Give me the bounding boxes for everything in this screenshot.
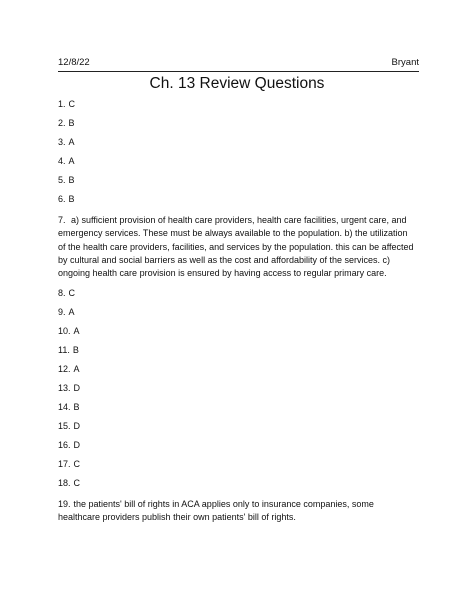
answer-text: D: [73, 382, 81, 393]
answer-item: [58, 403, 414, 412]
answer-item: [58, 346, 414, 355]
answer-text: the patients' bill of rights in ACA applies only to insurance companies, some healthcare providers publish their own patients' bill of rights.: [58, 498, 374, 522]
answer-text: B: [68, 175, 75, 185]
header-author: Bryant: [391, 57, 419, 68]
page-title: Ch. 13 Review Questions: [149, 75, 325, 92]
answer-text: A: [73, 363, 80, 374]
answer-number: 12.: [58, 363, 71, 374]
answer-text: A: [68, 156, 75, 166]
answer-item: [58, 138, 414, 147]
answer-text: D: [73, 420, 81, 431]
answer-text: D: [73, 439, 81, 450]
answer-item: [58, 422, 414, 431]
answer-item: [58, 327, 414, 336]
answer-number: 13.: [58, 382, 71, 393]
answer-number: 2.: [58, 118, 66, 128]
answer-item: [58, 441, 414, 450]
answer-text: A: [73, 325, 80, 336]
answer-text: C: [73, 477, 81, 488]
answer-text: C: [68, 99, 76, 109]
answer-item-long: [58, 214, 414, 281]
answer-text: a) sufficient provision of health care providers, health care facilities, urgent care, and emergency services. These must be always available to the population. b) the utilization of the health care providers, facilities, and services by the population. this can be affected by cultural and social barriers as well as the cost and affordability of the services. c) ongoing health care provision is ensured by having access to regular primary care.: [58, 215, 414, 279]
answer-number: 14.: [58, 401, 71, 412]
answer-item: [58, 176, 414, 185]
answer-number: 19.: [58, 498, 71, 509]
answer-number: 10.: [58, 325, 71, 336]
answer-number: 9.: [58, 306, 66, 317]
answer-text: B: [68, 194, 75, 204]
answer-number: 5.: [58, 175, 66, 185]
answer-number: 8.: [58, 287, 66, 298]
answer-number: 7.: [58, 215, 66, 225]
answer-item: [58, 460, 414, 469]
answer-text: C: [73, 458, 81, 469]
answer-number: 15.: [58, 420, 71, 431]
answer-text: B: [68, 118, 75, 128]
answer-item: [58, 289, 414, 298]
answer-list: [58, 100, 414, 532]
answer-item: [58, 308, 414, 317]
answer-text: B: [73, 401, 80, 412]
answer-item: [58, 100, 414, 109]
answer-item: [58, 365, 414, 374]
answer-number: 3.: [58, 137, 66, 147]
answer-number: 17.: [58, 458, 71, 469]
answer-number: 11.: [58, 344, 70, 355]
page-header: [58, 57, 419, 72]
answer-text: B: [72, 344, 79, 355]
answer-item: [58, 157, 414, 166]
answer-text: C: [68, 287, 76, 298]
answer-item: [58, 384, 414, 393]
answer-text: A: [68, 306, 75, 317]
answer-number: 18.: [58, 477, 71, 488]
answer-item-long: [58, 498, 414, 525]
answer-item: [58, 119, 414, 128]
header-date: 12/8/22: [58, 57, 90, 68]
answer-item: [58, 195, 414, 204]
answer-number: 6.: [58, 194, 66, 204]
answer-number: 4.: [58, 156, 66, 166]
answer-item: [58, 479, 414, 488]
answer-text: A: [68, 137, 75, 147]
answer-number: 1.: [58, 99, 66, 109]
answer-number: 16.: [58, 439, 71, 450]
